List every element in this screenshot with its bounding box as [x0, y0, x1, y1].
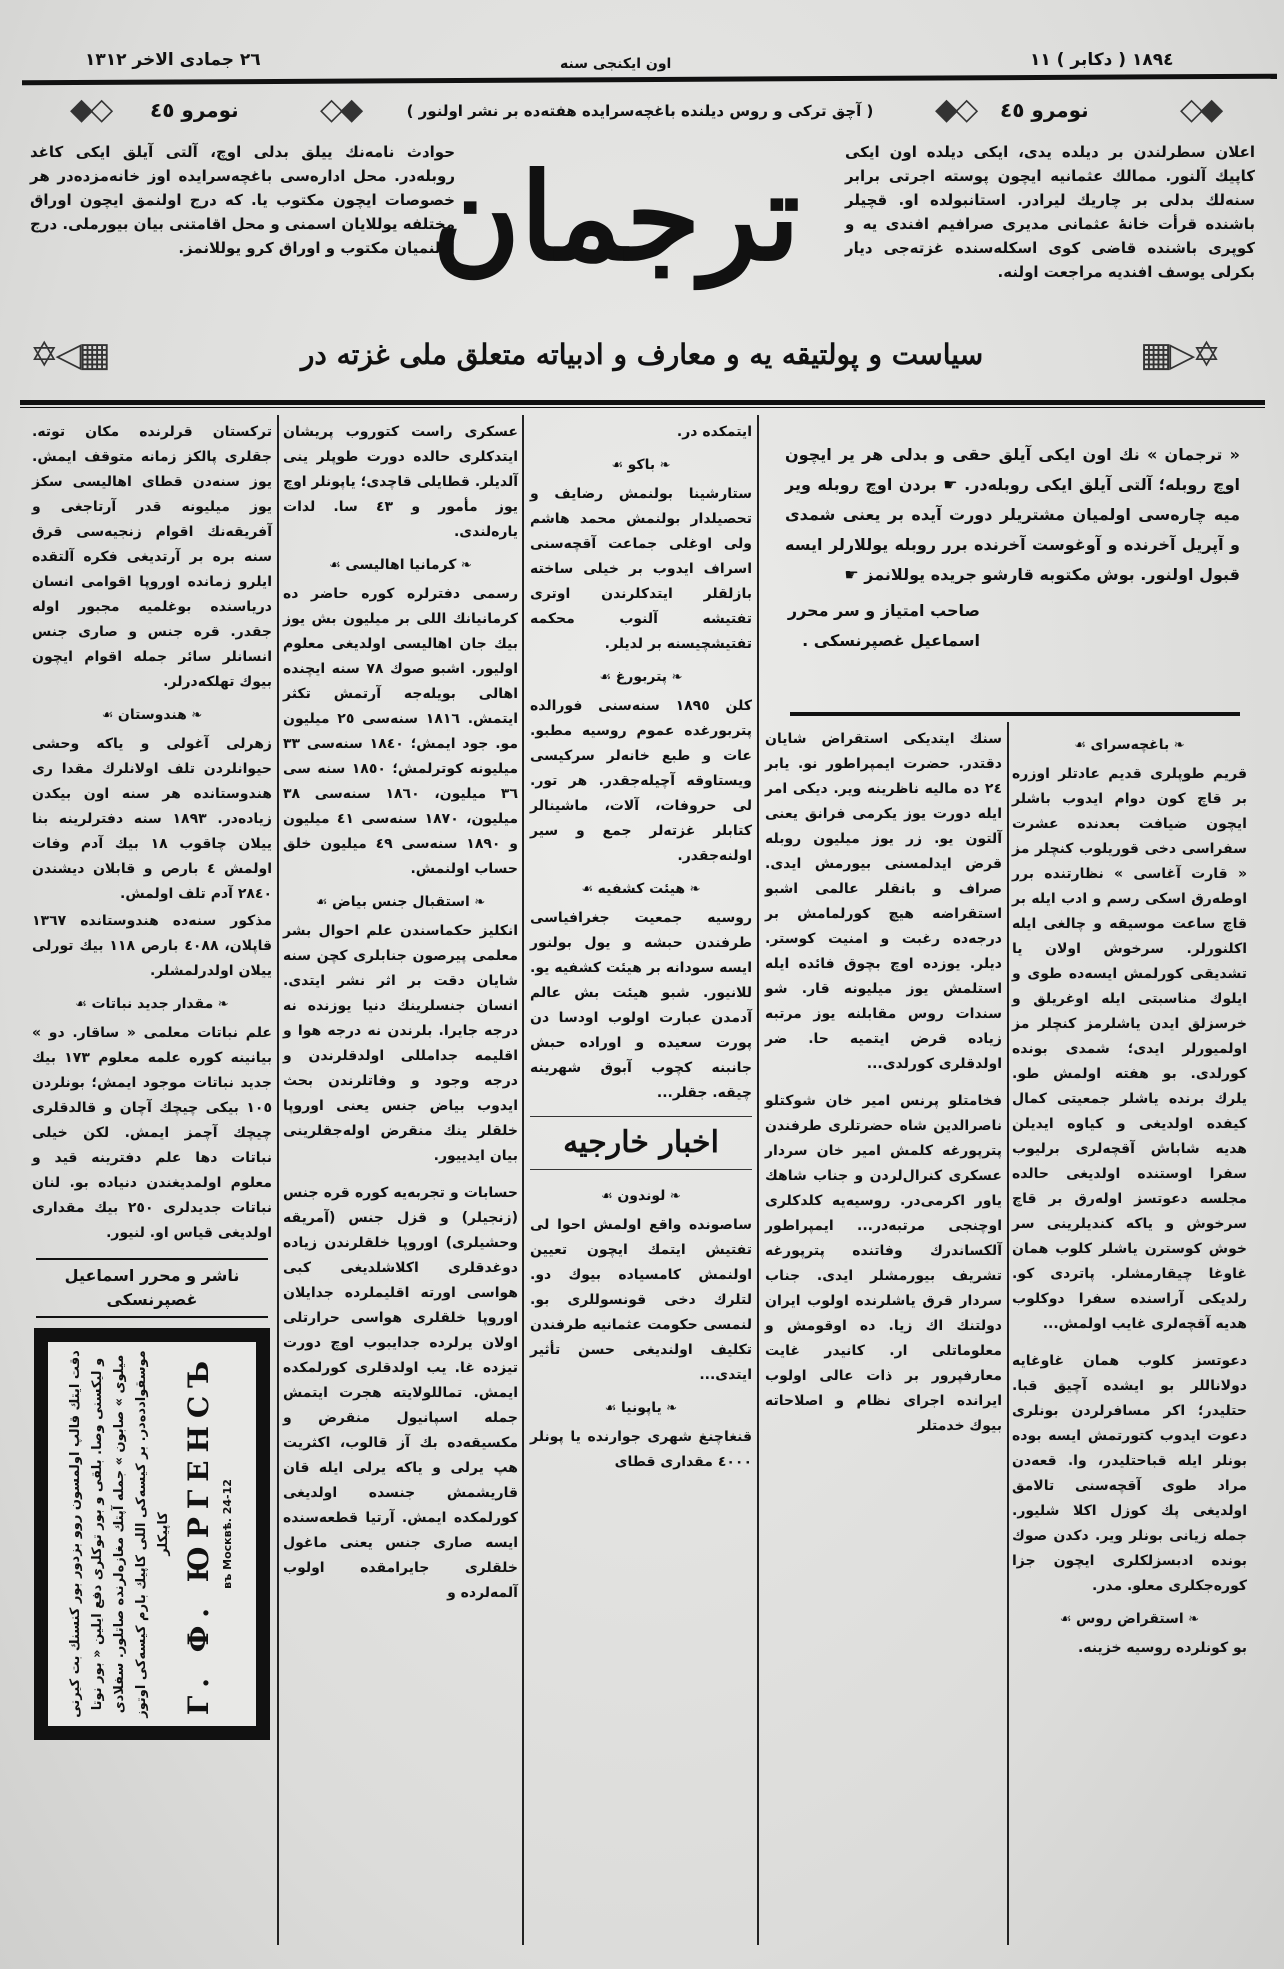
ad-text: دقت ایتك قالپ اولمسون روو بزدور بور کنسنك بت کیرنی و لیکسنی وصا. بلقی و بور توکلری دفع ایلین « بور نوتا میلوی » صابون » جمله آپتك مغازه‌لرنده صاتلور. سفلادی موسقوادده‌در. بر کیسه‌کی اللی کاپیك بارم کیسه‌کی اوتوز کاپیكلر [68, 1350, 171, 1718]
signature-name: اسماعیل غصپرنسکی . [802, 631, 980, 650]
section-heading: ❧ مقدار جدید نباتات ☙ [32, 992, 272, 1017]
issue-number-left: نومرو ٤٥ [150, 98, 239, 122]
year-label: اون ایکنجی سنه [560, 56, 672, 72]
section-heading: ❧ هیئت کشفیه ☙ [530, 877, 752, 902]
gregorian-date: ١٨٩٤ ( دکابر ) ١١ [1030, 50, 1174, 70]
advertisement [34, 1328, 270, 1740]
editor-signature [785, 596, 980, 656]
box-rule [790, 712, 1240, 716]
masthead-title: ترجمان [432, 147, 800, 288]
tagline: ( آچق ترکی و روس دیلنده باغچه‌سرایده هفته‌ده بر نشر اولنور ) [406, 102, 874, 120]
article-text: زهرلی آغولی و یاکه وحشی حیوانلردن تلف اولانلرك مقدا ری هندوستانده هر سنه اون بیکدن زیاده‌در. ١٨٩٣ سنه دفترلرینه بنا ییلان چاقوب ١٨ بیك آدم وفات اولمش ٤ بارص و قابلان دیشندن ٢٨٤٠ آدم تلف اولمش. [32, 736, 272, 902]
article-text: حسابات و تجربه‌یه کوره قره جنس (زنجیلر) و قزل جنس (آمریقه وحشیلری) اوروپا خلقلرندن زیاده دوغدقلری اکلاشلدیغی کبی هواسی اورته اقلیملرده جدایلان اوروپا خلقلری هواسی حرارتلی اولان یرلرده جدایبوب اوچ دورت تیزده غا. یب اولدقلری کورلمکده ایمش. تماللولایته هجرت ایتمش جمله اسپانیول منقرض و مکسیقه‌ده بك آز قالوب، اکثریت هپ یرلی و یاکه یرلی ایله قان قاریشمش جنسده اولدیغی کورلمکده ایمش. آرتیا قطعه‌سنده ایسه صاری جنس یعنی ماغول خلقلری جایرامقده اولوب آلمه‌لرده و [283, 1185, 518, 1601]
ornament-icon: ◇◆ [1180, 92, 1221, 127]
article-text: ستارشینا بولنمش رضایف و تحصیلدار بولنمش محمد هاشم ولی اوغلی جماعت آقچه‌سنی اسراف ایدوب بر خیلی ساخته بازلقلر ایتدکلرندن اوتری تفتیشه آلنوب محکمه تفتیشچیسنه بر لدیلر. [530, 486, 752, 652]
column-2 [765, 727, 1002, 1441]
masthead-rule [20, 400, 1265, 405]
section-heading: ❧ پتربورغ ☙ [530, 665, 752, 690]
article-text: عسکری راست کتوروب پریشان ایتدکلری حالده دورت طوپلر ینی آلدیلر. قطایلی قاچدی؛ یاپونلر اوچ یوز مأمور و ٤٣ سا. لدات یاره‌لندی. [283, 424, 518, 540]
ad-city: въ Москвѣ. [221, 1518, 234, 1589]
article-text: علم نباتات معلمی « ساقار. دو » بیانینه کوره علمه معلوم ١٧٣ بیك جدید نباتات موجود ایمش؛ بونلردن ١٠٥ بیکی چیچك آچان و قالدقلری چیچك آچمز ایمش. لکن خیلی نباتات دها علم دفترینه قید و معلوم اولمدیغندن دنیاده بو. لنان نباتات جدیدلری ٢٥٠ بیك مقداری اولدیغی قیاس او. لنیور. [32, 1025, 273, 1241]
section-heading: ❧ استقراض روس ☙ [1012, 1607, 1247, 1632]
issue-number-right: نومرو ٤٥ [1000, 98, 1089, 122]
article-text: ترکستان قرلرنده مکان توته. جقلری پالکز زمانه متوقف ایمش. یوز سنه‌دن قطای اهالیسی سکز یوز میلیونه قدر آرتاجغی و آفریقه‌نك اقوام زنجیه‌سی قرق سنه بره بر آرتدیغی فکره آلتقده ایلرو زمانده اوروپا اقوامی انسان دریاسنده بوغلمیه مجبور اوله جقدر. قره جنس و صاری جنس انسانلر سائر جمله اقوام ایچون بیوك تهلکه‌درلر. [32, 424, 272, 690]
column-divider [757, 415, 759, 1945]
signature-title: صاحب امتیاز و سر محرر [787, 601, 980, 620]
column-4 [283, 420, 518, 1608]
foreign-news-heading: اخبار خارجیه [530, 1116, 752, 1170]
article-text: فخامتلو پرنس امیر خان شوکتلو ناصرالدین شاه حضرتلری طرفندن پترپورغه کلمش امیر خان سردار عسکری کنرال‌لردن و جناب شاهك یاور اکرمی‌در. روسیه‌یه کلدکلری اوچنجی مرتبه‌در... ایمپراطور آلکساندرك وفاتنده پترپورغه تشریف بیورمشلر ایدی. جناب سردار قرق یاشلرنده اولوب ایران دولتنك اك زیا. ده اوقومش و معلوماتلی ار. کانیدر غایت معارفپرور بر ذات عالی اولوب ایرانده اجرای نظام و اصلاحاته بیوك خدمتلر [765, 1093, 1002, 1434]
subscription-box [785, 440, 1240, 656]
subscription-text: « ترجمان » نك اون ایکی آیلق حقی و بدلی هر یر ایچون اوچ روبله؛ آلتی آیلق ایکی روبله‌در. ☛ بردن اوچ روبله ویر میه چاره‌سی اولمیان مشتریلر دورت آیده بر یعنی شمدی و آپریل آخرنده و آوغوست آخرنده برر روبله یوللارلر ایسه قبول اولنور. بوش مکتوبه قارشو جریده یوللانمز ☛ [785, 445, 1240, 584]
article-text: انکلیز حکماسندن علم احوال بشر معلمی پیرصون جنابلری کچن سنه شایان دقت بر اثر نشر ایتدی. انسان جنسلرینك دنیا یوزنده نه درجه جایرا. بلرندن نه درجه هوا و اقلیمه جدامللی اولدقلرندن و درجه وجود و وفاتلرندن بحث ایدوب بیاض جنس یعنی اوروپا خلقلر ینك منقرض اوله‌جقلرینی بیان ایدییور. [283, 923, 518, 1164]
article-text: قنغاچنغ شهری جوارنده یا پونلر ٤٠٠٠ مقداری قطای [530, 1429, 752, 1470]
ornament-icon: ◆◇ [70, 92, 111, 127]
article-text: ساصونده واقع اولمش احوا لی تفتیش ایتمك ایچون تعیین اولنمش کامسیاده بیوك دو. لتلرك دخی قونسوللری بو. لنمسی حکومت عثمانیه طرفندن تکلیف اولندیغی حسن تأثیر ایتدی... [530, 1217, 752, 1383]
article-text: قریم طوپلری قدیم عادتلر اوزره بر قاچ کون دوام ایدوب باشلر ایچون ضیافت بعدنده عشرت سفراسی دخی قوریلوب کنچلر مز « قارت آغاسی » نظارتنده برر اوطه‌رق اسکی رسم و ادب ایله بر قاچ ساعت موسیقه و چالغی ایله اکلنورلر. سرخوش اولان یا تشدیقی کورلمش ایسه‌ده طوی و ایلوك مناسبتی ایله اوغریلق و خرسزلق ایدن یاشلرمز کنچلر مز اولمیورلر ایدی؛ شمدی بونده کورلدی. بو هفته اولمش طو. یلرك برنده یاشلر جمعیتی کمال کیفده اولدیغی و کیاوه ایدیلن هدیه شاباش آقچه‌لری برلیوب سفرا اوستنده اولدیغی حالده مجلسه دعوتسز اوله‌رق بر قاچ سرخوش و یاکه کندیلرینی سر خوش کوسترن یاشلر کلوب همان غاوغا چیقارمشلر. پاتردی کو. رلدیکی آراسنده سفرا دوکلوب هدیه آقچه‌لری غایب اولمش... [1012, 766, 1247, 1332]
section-heading: ❧ باغچه‌سرای ☙ [1012, 733, 1247, 758]
section-heading: ❧ کرمانیا اهالیسی ☙ [283, 553, 518, 578]
hijri-date: ٢٦ جمادی الاخر ١٣١٢ [85, 50, 261, 70]
section-heading: ❧ باکو ☙ [530, 453, 752, 478]
article-text: روسیه جمعیت جغرافیاسی طرفندن حبشه و یول بولنور ایسه سودانه بر هیئت کشفیه یو. للانیور. شبو هیئت بش عالم آدمدن عبارت اولوب اودسا دن پورت سعیده و اوراده حبش جانبنه کچوب آبوق شهرینه چیقه. جقلر... [530, 910, 752, 1101]
ad-brand: Г. Ф. ЮРГЕНСЪ [182, 1352, 215, 1716]
ornament-icon: ◇◆ [320, 92, 361, 127]
ornament-icon: ▦▷✡ [1140, 335, 1218, 375]
masthead-rule-thin [20, 407, 1265, 408]
column-divider [522, 415, 524, 1945]
section-heading: ❧ یاپونیا ☙ [530, 1396, 752, 1421]
notice-left: حوادث نامه‌نك ییلق بدلی اوچ، آلتی آیلق ایکی کاغد روبله‌در. محل اداره‌سی باغچه‌سرایده اوز خانه‌مزده‌در هر خصوصات ایچون مکتوب یا. که درج اولنمق ایچون اوراق مختلفه یوللایان اسمنی و محل اقامتنی بیان بیورملی. درج اولنمیان مکتوب و اوراق کرو یوللانمز. [30, 143, 455, 257]
article-text: مذکور سنه‌ده هندوستانده ١٣٦٧ قاپلان، ٤٠٨٨ بارص ١١٨ بیك تورلی ییلان اولدرلمشلر. [32, 913, 273, 979]
article-text: ایتمکده در. [676, 424, 752, 440]
ornament-icon: ◆◇ [935, 92, 976, 127]
publisher-credit: ناشر و محرر اسماعیل غصپرنسکی [36, 1258, 268, 1318]
ornament-icon: ✡◁▦ [30, 335, 108, 375]
column-3 [530, 420, 752, 1477]
column-divider [277, 415, 279, 1945]
article-text: بو کونلرده روسیه خزینه. [1077, 1640, 1247, 1656]
column-1 [1012, 727, 1247, 1663]
article-text: سنك ایتدیکی استقراض شایان دقتدر. حضرت ایمپراطور نو. یابر ٢٤ ده مالیه ناظرینه ویر. دیکی امر ایله دورت یوز یکرمی فرانق یعنی آلتون یو. زر یوز میلیون روبله قرض ایدلمسنی بیورمش ایدی. صراف و بانقلر عالمی اشبو استقراضه هیچ کورلمامش بر درجه‌ده رغبت و امنیت کوستر. دیلر. یوزده اوچ بچوق فائده ایله استلمش یوز میلیونه قار. شو سندات روس مقابلنه یوز مرتبه زیاده قرض ایتمیه حا. ضر اولدقلری کورلدی... [765, 731, 1002, 1072]
article-text: دعوتسز کلوب همان غاوغایه دولاناللر بو ایشده آچیق قبا. حتلیدر؛ اکر مسافرلردن بونلری دعوت ایدوب کتورتمش ایسه بوده بونلر ایله قباحتلیدر، وا. قعه‌دن مراد طوی آقچه‌سنی تالامق اولدیغی پك کوزل اکلا شلیور. جمله زیانی بونلر ویر. دکدن صوك بونده ادبسزلکلری ایچون جزا کوره‌جکلری معلو. مدر. [1012, 1353, 1247, 1594]
notice-right: اعلان سطرلندن بر دیلده یدی، ایکی دیلده اون ایکی کاپیك آلنور. ممالك عثمانیه ایچون پوسته اجرتی برابر سنه‌لك بدلی بر چاریك لیرادر. استانبولده او. قچیلر باشنده قرأت خانهٔ عثمانی مدیری صرافیم افندی یه و کوپری باشنده قاضی کوی اسکله‌سنده غزته‌جی دیار بکرلی یوسف افندیه مراجعت اولنه. [845, 143, 1255, 281]
advertisement-content [65, 1344, 239, 1724]
section-heading: ❧ استقبال جنس بیاض ☙ [283, 890, 518, 915]
column-divider [1007, 722, 1009, 1945]
section-heading: ❧ لوندون ☙ [530, 1184, 752, 1209]
column-5 [32, 420, 272, 1740]
article-text: کلن ١٨٩٥ سنه‌سنی فورالده پتربورغده عموم روسیه مطبو. عات و طبع خانه‌لر سرکیسی ویستاوقه آچیله‌جقدر. هر تور. لی حروفات، آلات، ماشینالر کتابلر غزته‌لر جمع و سیر اولنه‌جقدر. [530, 698, 752, 864]
ad-code: 24-12 [221, 1479, 234, 1515]
article-text: رسمی دفترلره کوره حاضر ده کرمانیانك اللی بر میلیون بش یوز بیك جان اهالیسی اولدیغی معلوم اولیور. اشبو صوك ٧٨ سنه ایچنده اهالی بویله‌جه آرتمش تکثر ایتمش. ١٨١٦ سنه‌سی ٢٥ میلیون مو. جود ایمش؛ ١٨٤٠ سنه‌سی ٣٣ میلیونه کوترلمش؛ ١٨٥٠ سنه سی ٣٦ میلیون، ١٨٦٠ سنه‌سی ٣٨ میلیون، ١٨٧٠ سنه‌سی ٤١ میلیون و ١٨٩٠ سنه‌سی ٤٩ میلیون خلق حساب اولنمش. [283, 586, 519, 877]
masthead-subtitle: سیاست و پولتیقه یه و معارف و ادبیاته متعلق ملی غزته در [300, 338, 984, 371]
section-heading: ❧ هندوستان ☙ [32, 703, 272, 728]
